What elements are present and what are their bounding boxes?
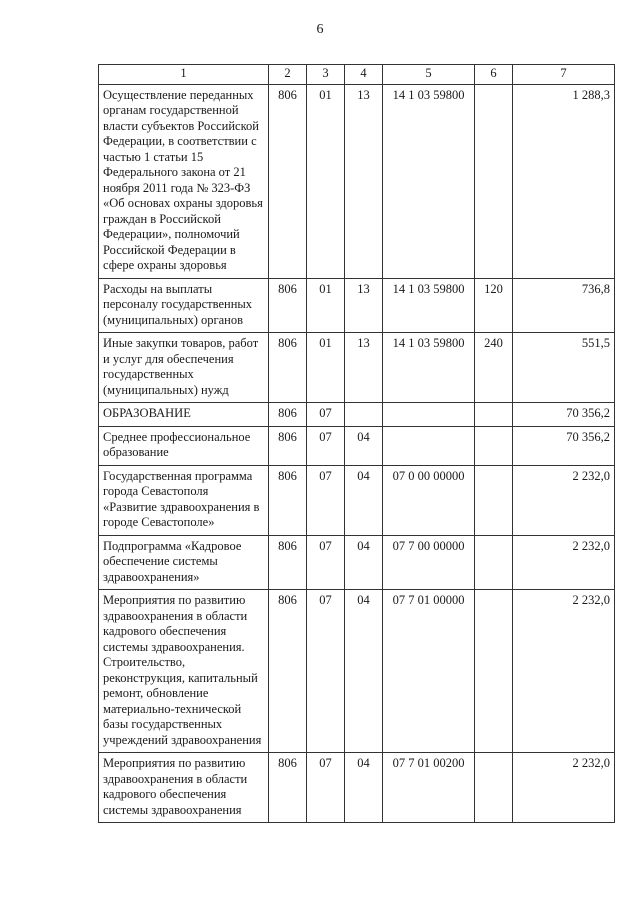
table-row xyxy=(99,84,615,278)
page-number: 6 xyxy=(316,22,324,37)
cell-ministry: 806 xyxy=(269,278,307,333)
table-row xyxy=(99,426,615,465)
cell-ministry: 806 xyxy=(269,465,307,535)
cell-subsection: 13 xyxy=(345,278,383,333)
cell-target-item: 14 1 03 59800 xyxy=(383,278,475,333)
cell-target-item: 07 7 01 00200 xyxy=(383,753,475,823)
cell-name: Мероприятия по развитию здравоохранения в области кадрового обеспечения системы здравоохранения xyxy=(99,753,269,823)
cell-expense-type xyxy=(475,465,513,535)
cell-section: 01 xyxy=(307,278,345,333)
cell-section: 07 xyxy=(307,590,345,753)
cell-name: Подпрограмма «Кадровое обеспечение системы здравоохранения» xyxy=(99,535,269,590)
cell-subsection: 04 xyxy=(345,590,383,753)
cell-target-item xyxy=(383,426,475,465)
cell-subsection: 04 xyxy=(345,753,383,823)
header-cell: 6 xyxy=(475,65,513,85)
cell-subsection: 04 xyxy=(345,426,383,465)
cell-amount: 70 356,2 xyxy=(513,426,615,465)
cell-amount: 736,8 xyxy=(513,278,615,333)
table-row xyxy=(99,278,615,333)
cell-section: 07 xyxy=(307,465,345,535)
header-cell: 3 xyxy=(307,65,345,85)
table-row xyxy=(99,753,615,823)
cell-ministry: 806 xyxy=(269,84,307,278)
cell-ministry: 806 xyxy=(269,333,307,403)
header-cell: 1 xyxy=(99,65,269,85)
cell-ministry: 806 xyxy=(269,403,307,427)
table-row xyxy=(99,403,615,427)
cell-target-item xyxy=(383,403,475,427)
cell-subsection xyxy=(345,403,383,427)
cell-target-item: 07 7 01 00000 xyxy=(383,590,475,753)
cell-amount: 70 356,2 xyxy=(513,403,615,427)
cell-target-item: 14 1 03 59800 xyxy=(383,84,475,278)
cell-expense-type xyxy=(475,403,513,427)
cell-name: ОБРАЗОВАНИЕ xyxy=(99,403,269,427)
cell-name: Осуществление переданных органам государственной власти субъектов Российской Федерации, в соответствии с частью 1 статьи 15 Федерального закона от 21 ноября 2011 года № 323-ФЗ «Об основах охраны здоровья граждан в Российской Федерации», полномочий Российской Федерации в сфере охраны здоровья xyxy=(99,84,269,278)
table-row xyxy=(99,590,615,753)
cell-target-item: 07 7 00 00000 xyxy=(383,535,475,590)
cell-name: Иные закупки товаров, работ и услуг для обеспечения государственных (муниципальных) нужд xyxy=(99,333,269,403)
cell-amount: 551,5 xyxy=(513,333,615,403)
cell-section: 01 xyxy=(307,84,345,278)
cell-subsection: 13 xyxy=(345,333,383,403)
table-row xyxy=(99,333,615,403)
cell-target-item: 14 1 03 59800 xyxy=(383,333,475,403)
cell-name: Государственная программа города Севастополя «Развитие здравоохранения в городе Севастополе» xyxy=(99,465,269,535)
cell-section: 07 xyxy=(307,426,345,465)
cell-section: 07 xyxy=(307,535,345,590)
cell-target-item: 07 0 00 00000 xyxy=(383,465,475,535)
cell-expense-type xyxy=(475,753,513,823)
cell-section: 07 xyxy=(307,403,345,427)
cell-name: Среднее профессиональное образование xyxy=(99,426,269,465)
cell-section: 07 xyxy=(307,753,345,823)
cell-name: Мероприятия по развитию здравоохранения в области кадрового обеспечения системы здравоохранения. Строительство, реконструкция, капитальный ремонт, обновление материально-технической базы государственных учреждений здравоохранения xyxy=(99,590,269,753)
cell-amount: 2 232,0 xyxy=(513,753,615,823)
header-cell: 7 xyxy=(513,65,615,85)
cell-amount: 2 232,0 xyxy=(513,535,615,590)
cell-name: Расходы на выплаты персоналу государственных (муниципальных) органов xyxy=(99,278,269,333)
budget-table xyxy=(98,64,615,823)
table-row xyxy=(99,465,615,535)
cell-amount: 1 288,3 xyxy=(513,84,615,278)
cell-ministry: 806 xyxy=(269,753,307,823)
cell-expense-type xyxy=(475,84,513,278)
cell-amount: 2 232,0 xyxy=(513,590,615,753)
cell-expense-type xyxy=(475,535,513,590)
cell-expense-type: 120 xyxy=(475,278,513,333)
table-row xyxy=(99,535,615,590)
cell-subsection: 13 xyxy=(345,84,383,278)
cell-amount: 2 232,0 xyxy=(513,465,615,535)
cell-ministry: 806 xyxy=(269,590,307,753)
cell-expense-type xyxy=(475,426,513,465)
cell-subsection: 04 xyxy=(345,465,383,535)
cell-expense-type xyxy=(475,590,513,753)
header-row xyxy=(99,65,615,85)
cell-ministry: 806 xyxy=(269,426,307,465)
header-cell: 4 xyxy=(345,65,383,85)
header-cell: 5 xyxy=(383,65,475,85)
cell-section: 01 xyxy=(307,333,345,403)
cell-ministry: 806 xyxy=(269,535,307,590)
cell-expense-type: 240 xyxy=(475,333,513,403)
cell-subsection: 04 xyxy=(345,535,383,590)
header-cell: 2 xyxy=(269,65,307,85)
